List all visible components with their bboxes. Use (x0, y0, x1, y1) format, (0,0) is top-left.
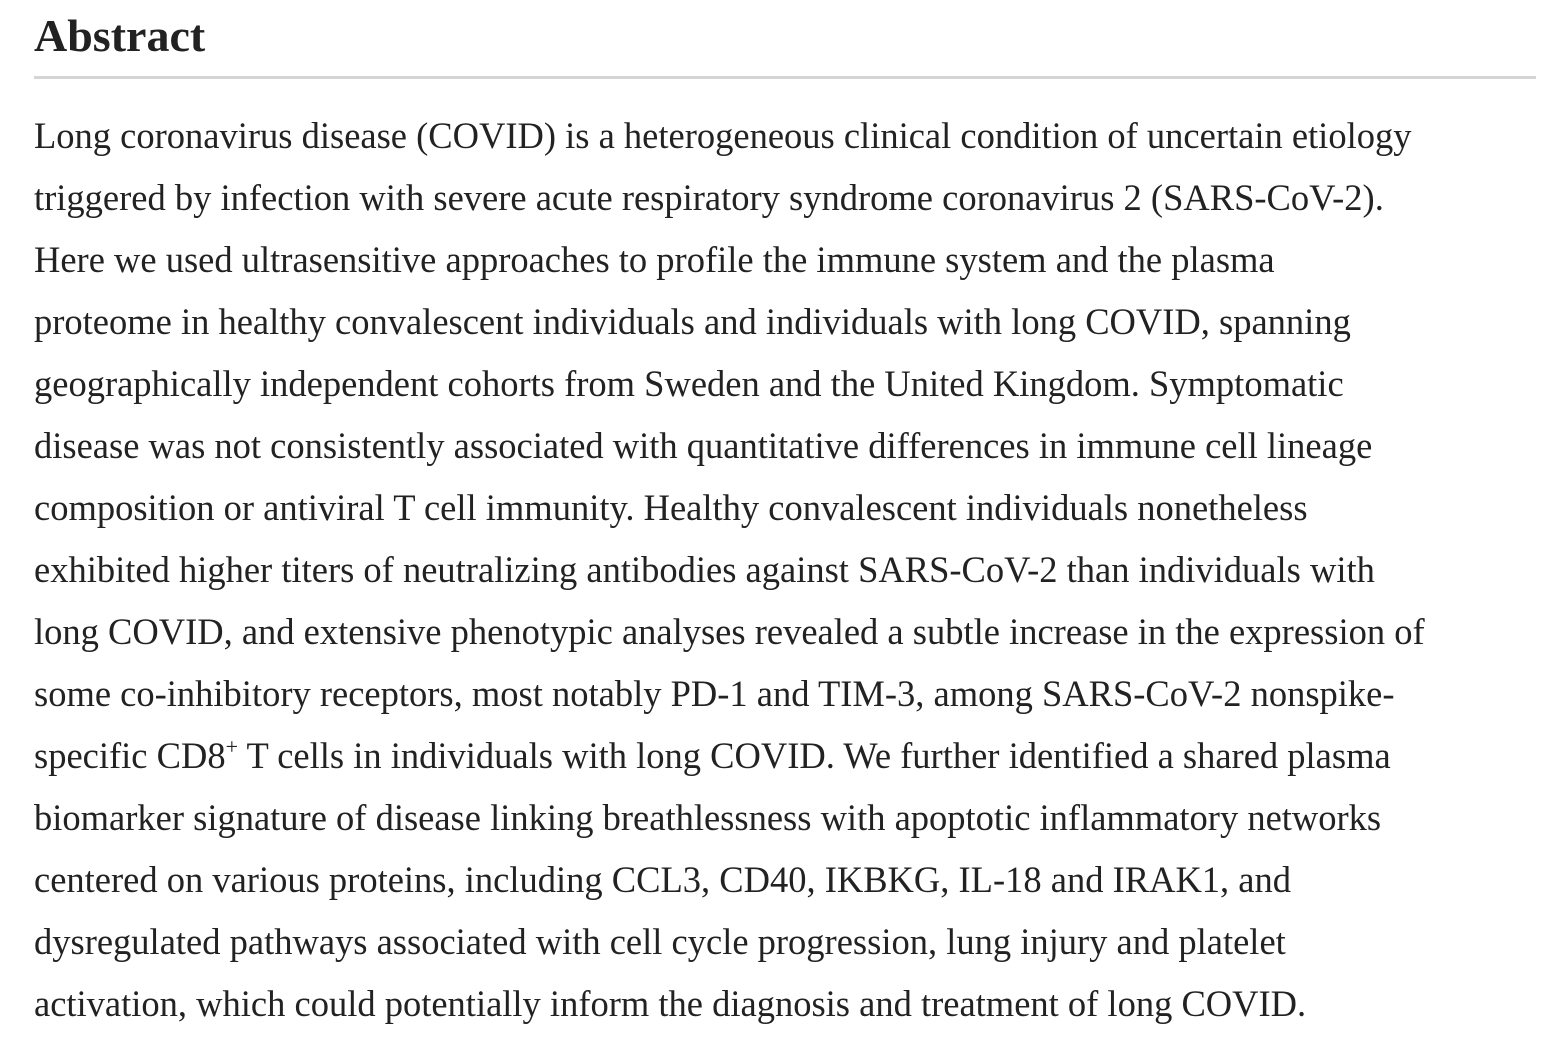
superscript-plus: + (225, 734, 238, 759)
abstract-section (34, 0, 1536, 1035)
abstract-line: composition or antiviral T cell immunity. Healthy convalescent individuals nonetheless (34, 487, 1308, 528)
abstract-line: centered on various proteins, including CCL3, CD40, IKBKG, IL-18 and IRAK1, and (34, 859, 1292, 900)
abstract-line: geographically independent cohorts from Sweden and the United Kingdom. Symptomatic (34, 363, 1344, 404)
abstract-line: disease was not consistently associated with quantitative differences in immune cell lineage (34, 425, 1373, 466)
abstract-line: Long coronavirus disease (COVID) is a heterogeneous clinical condition of uncertain etiology (34, 115, 1412, 156)
abstract-line: activation, which could potentially inform the diagnosis and treatment of long COVID. (34, 983, 1307, 1024)
abstract-line: exhibited higher titers of neutralizing antibodies against SARS-CoV-2 than individuals with (34, 549, 1375, 590)
abstract-line-text: specific CD8 (34, 735, 226, 776)
abstract-heading: Abstract (34, 0, 1536, 79)
abstract-line: long COVID, and extensive phenotypic analyses revealed a subtle increase in the expression of (34, 611, 1425, 652)
abstract-line: biomarker signature of disease linking breathlessness with apoptotic inflammatory networks (34, 797, 1382, 838)
abstract-line: Here we used ultrasensitive approaches to profile the immune system and the plasma (34, 239, 1275, 280)
abstract-line-text: T cells in individuals with long COVID. We further identified a shared plasma (238, 735, 1391, 776)
abstract-line: proteome in healthy convalescent individuals and individuals with long COVID, spanning (34, 301, 1351, 342)
abstract-line: triggered by infection with severe acute respiratory syndrome coronavirus 2 (SARS-CoV-2). (34, 177, 1384, 218)
abstract-line-with-superscript (34, 725, 1536, 787)
abstract-body (34, 79, 1536, 1035)
abstract-line: dysregulated pathways associated with cell cycle progression, lung injury and platelet (34, 921, 1286, 962)
abstract-line: some co-inhibitory receptors, most notably PD-1 and TIM-3, among SARS-CoV-2 nonspike- (34, 673, 1395, 714)
